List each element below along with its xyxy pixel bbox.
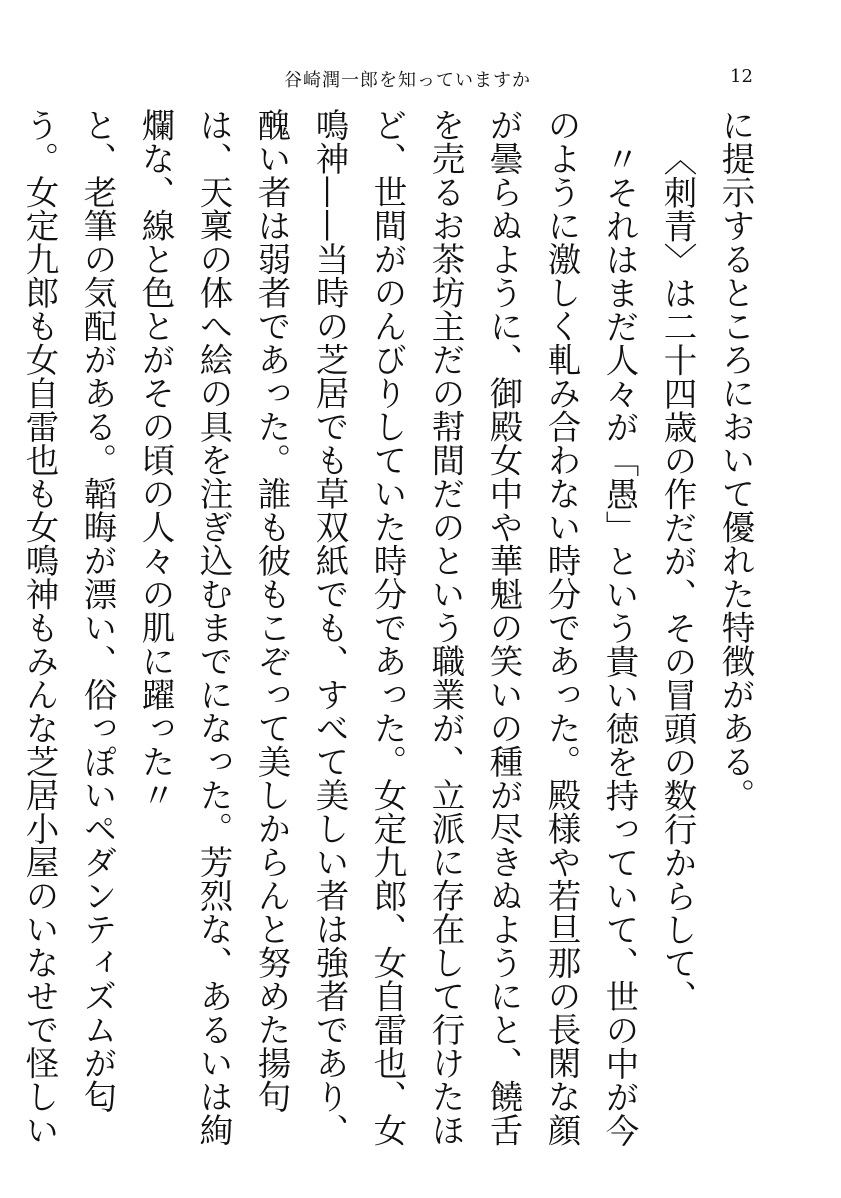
paragraph: と、老筆の気配がある。韜晦が漂い、俗っぽいペダンティズムが匂う。女定九郎も女自雷也も女鳴神もみんな芝居小屋のいなせで怪しい	[20, 108, 117, 1147]
quotation-paragraph: 〃それはまだ人々が「愚」という貴い徳を持っていて、世の中が今のように激しく軋み合わない時分であった。殿様や若旦那の長閑な顔が曇らぬように、御殿女中や華魁の笑いの種が尽きぬようにと、饒舌を売るお茶坊主だの幇間だのという職業が、立派に存在して行けたほど、世間がのんびりしていた時分であった。女定九郎、女自雷也、女鳴神——当時の芝居でも草双紙でも、すべて美しい者は強者であり、醜い者は弱者であった。誰も彼もこぞって美しからんと努めた揚句は、天稟の体へ絵の具を注ぎ込むまでになった。芳烈な、あるいは絢爛な、線と色とがその頃の人々の肌に躍った〃	[136, 108, 639, 1147]
paragraph: 〈刺青〉は二十四歳の作だが、その冒頭の数行からして、	[658, 141, 697, 1013]
running-head	[0, 66, 841, 96]
paragraph: に提示するところにおいて優れた特徴がある。	[716, 108, 755, 812]
running-title: 谷崎潤一郎を知っていますか	[284, 70, 531, 91]
body-text	[20, 108, 764, 1148]
page-number: 12	[730, 66, 753, 87]
